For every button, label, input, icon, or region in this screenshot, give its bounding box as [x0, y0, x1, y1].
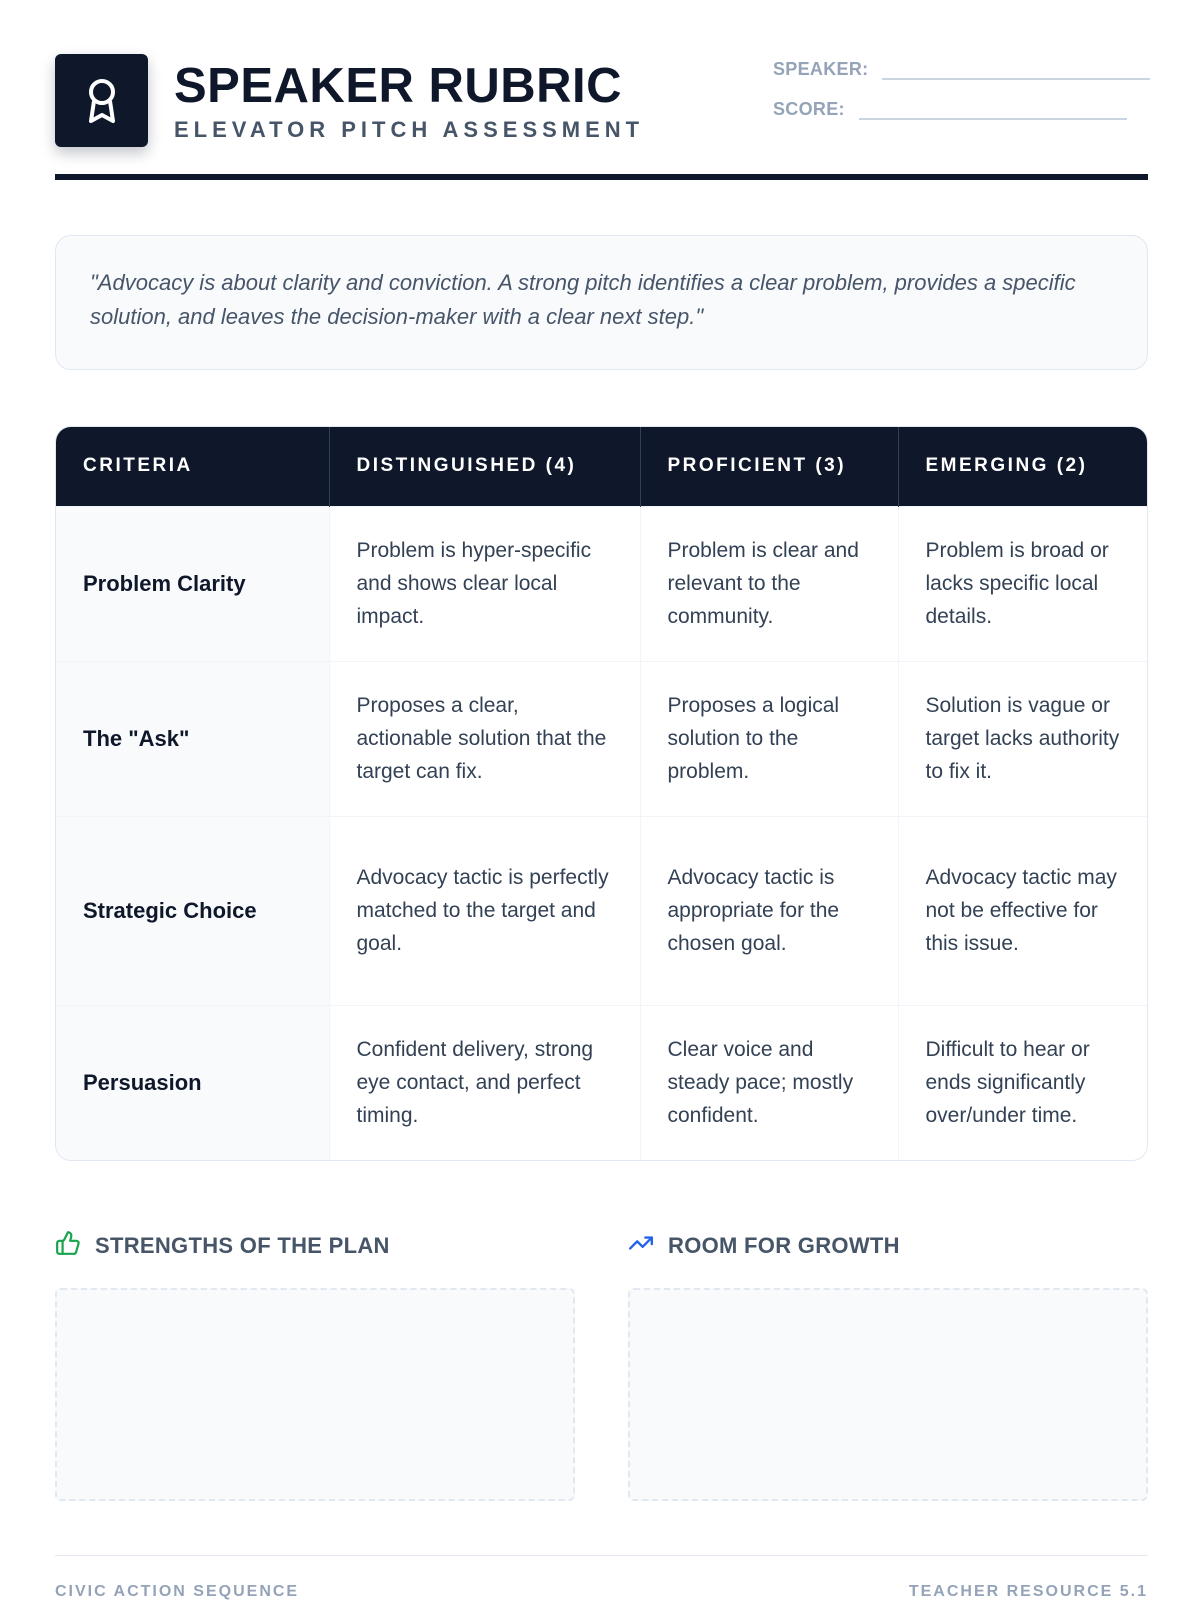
emerging-cell: Difficult to hear or ends significantly over/under time.: [898, 1005, 1148, 1160]
emerging-cell: Problem is broad or lacks specific local details.: [898, 506, 1148, 661]
strengths-notes-box[interactable]: [55, 1288, 575, 1501]
proficient-cell: Proposes a logical solution to the problem.: [640, 661, 898, 816]
growth-label: ROOM FOR GROWTH: [668, 1232, 900, 1258]
speaker-field[interactable]: [882, 60, 1150, 80]
thumbs-up-icon: [55, 1230, 81, 1261]
score-field[interactable]: [859, 100, 1127, 120]
criteria-cell: Problem Clarity: [56, 506, 329, 661]
distinguished-cell: Proposes a clear, actionable solution that the target can fix.: [329, 661, 640, 816]
speaker-row: [773, 59, 1150, 80]
column-header-distinguished: DISTINGUISHED (4): [329, 427, 640, 506]
footer-series-label: CIVIC ACTION SEQUENCE: [55, 1583, 300, 1600]
criteria-cell: The "Ask": [56, 661, 329, 816]
distinguished-cell: Confident delivery, strong eye contact, and perfect timing.: [329, 1005, 640, 1160]
footer-resource-label: TEACHER RESOURCE 5.1: [908, 1583, 1148, 1600]
proficient-cell: Clear voice and steady pace; mostly confident.: [640, 1005, 898, 1160]
footer-divider: [55, 1555, 1148, 1556]
score-label: SCORE:: [773, 99, 845, 119]
table-row: [56, 1005, 1148, 1160]
quote-text: "Advocacy is about clarity and conviction. A strong pitch identifies a clear problem, provides a specific solution, and leaves the decision-maker with a clear next step.": [90, 270, 1076, 329]
page-subtitle: ELEVATOR PITCH ASSESSMENT: [174, 117, 645, 142]
page-title: SPEAKER RUBRIC: [174, 59, 623, 113]
distinguished-cell: Problem is hyper-specific and shows clear local impact.: [329, 506, 640, 661]
header: [55, 54, 1148, 181]
table-row: [56, 661, 1148, 816]
growth-heading: [628, 1230, 900, 1261]
header-divider: [55, 174, 1148, 180]
column-header-criteria: CRITERIA: [56, 427, 329, 506]
proficient-cell: Advocacy tactic is appropriate for the chosen goal.: [640, 816, 898, 1005]
proficient-cell: Problem is clear and relevant to the community.: [640, 506, 898, 661]
table-row: [56, 506, 1148, 661]
trending-up-icon: [628, 1230, 654, 1261]
criteria-cell: Persuasion: [56, 1005, 329, 1160]
strengths-label: STRENGTHS OF THE PLAN: [95, 1232, 390, 1258]
column-header-emerging: EMERGING (2): [898, 427, 1148, 506]
emerging-cell: Advocacy tactic may not be effective for this issue.: [898, 816, 1148, 1005]
column-header-proficient: PROFICIENT (3): [640, 427, 898, 506]
table-header-row: [56, 427, 1148, 506]
quote-box: [55, 235, 1148, 370]
table-row: [56, 816, 1148, 1005]
rubric-page: [55, 0, 1148, 1600]
score-row: [773, 99, 1127, 120]
emerging-cell: Solution is vague or target lacks authority to fix it.: [898, 661, 1148, 816]
strengths-heading: [55, 1230, 390, 1261]
award-ribbon-icon: [55, 54, 148, 147]
speaker-label: SPEAKER:: [773, 59, 869, 79]
criteria-cell: Strategic Choice: [56, 816, 329, 1005]
distinguished-cell: Advocacy tactic is perfectly matched to the target and goal.: [329, 816, 640, 1005]
rubric-table: [55, 426, 1148, 1161]
growth-notes-box[interactable]: [628, 1288, 1148, 1501]
